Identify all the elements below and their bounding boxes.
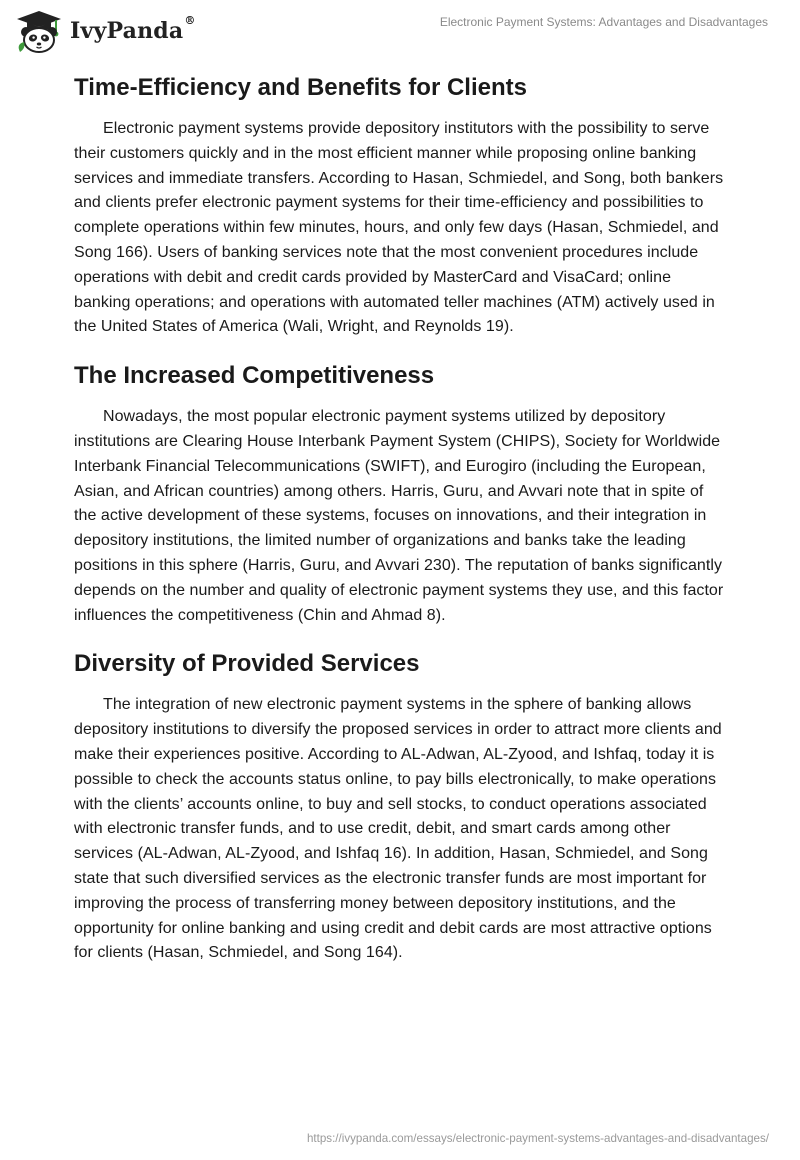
section-heading: The Increased Competitiveness [74,362,435,390]
ivypanda-logo[interactable] [14,8,196,54]
section-heading: Time-Efficiency and Benefits for Clients [74,74,527,101]
document-title: Electronic Payment Systems: Advantages and Disadvantages [439,15,768,29]
essay-content [74,68,726,982]
brand-name: IvyPanda® [70,14,196,44]
source-url-link[interactable]: https://ivypanda.com/essays/electronic-payment-systems-advantages-and-disadvantages/ [306,1132,769,1145]
panda-graduation-cap-icon [14,8,64,54]
page-header [0,0,800,60]
section-increased-competitiveness [74,356,726,628]
section-time-efficiency [74,68,726,340]
section-paragraph: Nowadays, the most popular electronic payment systems utilized by depository institutions are Clearing House Interbank Payment System (CHIPS), Society for Worldwide Interbank Financial Telecommunications (SWIFT), and Eurogiro (including the European, Asian, and African countries) among others. Harris, Guru, and Avvari note that in spite of the active development of these systems, focuses on innovations, and their integration in depository institutions, the limited number of organizations and banks take the leading positions in this sphere (Harris, Guru, and Avvari 230). The reputation of banks significantly depends on the number and quality of electronic payment systems they use, and this factor influences the competitiveness (Chin and Ahmad 8). [74,408,724,624]
section-heading: Diversity of Provided Services [74,650,420,678]
registered-mark: ® [184,14,196,27]
section-diversity-of-services [74,644,726,966]
section-paragraph: The integration of new electronic payment systems in the sphere of banking allows depository institutions to diversify the proposed services in order to attract more clients and make their experiences positive. According to AL-Adwan, AL-Zyood, and Ishfaq, today it is possible to check the accounts status online, to pay bills electronically, to make operations with the clients’ accounts online, to buy and sell stocks, to conduct operations associated with electronic transfer funds, and to use credit, debit, and smart cards among other services (AL-Adwan, AL-Zyood, and Ishfaq 16). In addition, Hasan, Schmiedel, and Song state that such diversified services as the electronic transfer funds are most important for improving the process of transferring money between depository institutions, and the opportunity for online banking and using credit and debit cards are most attractive options for clients (Hasan, Schmiedel, and Song 164). [74,696,722,962]
section-paragraph: Electronic payment systems provide depository institutors with the possibility to serve their customers quickly and in the most efficient manner while proposing online banking services and immediate transfers. According to Hasan, Schmiedel, and Song, both bankers and clients prefer electronic payment systems for their time-efficiency and possibilities to complete operations within few minutes, hours, and only few days (Hasan, Schmiedel, and Song 166). Users of banking services note that the most convenient procedures include operations with debit and credit cards provided by MasterCard and VisaCard; online banking operations; and operations with automated teller machines (ATM) actively used in the United States of America (Wali, Wright, and Reynolds 19). [74,120,724,336]
